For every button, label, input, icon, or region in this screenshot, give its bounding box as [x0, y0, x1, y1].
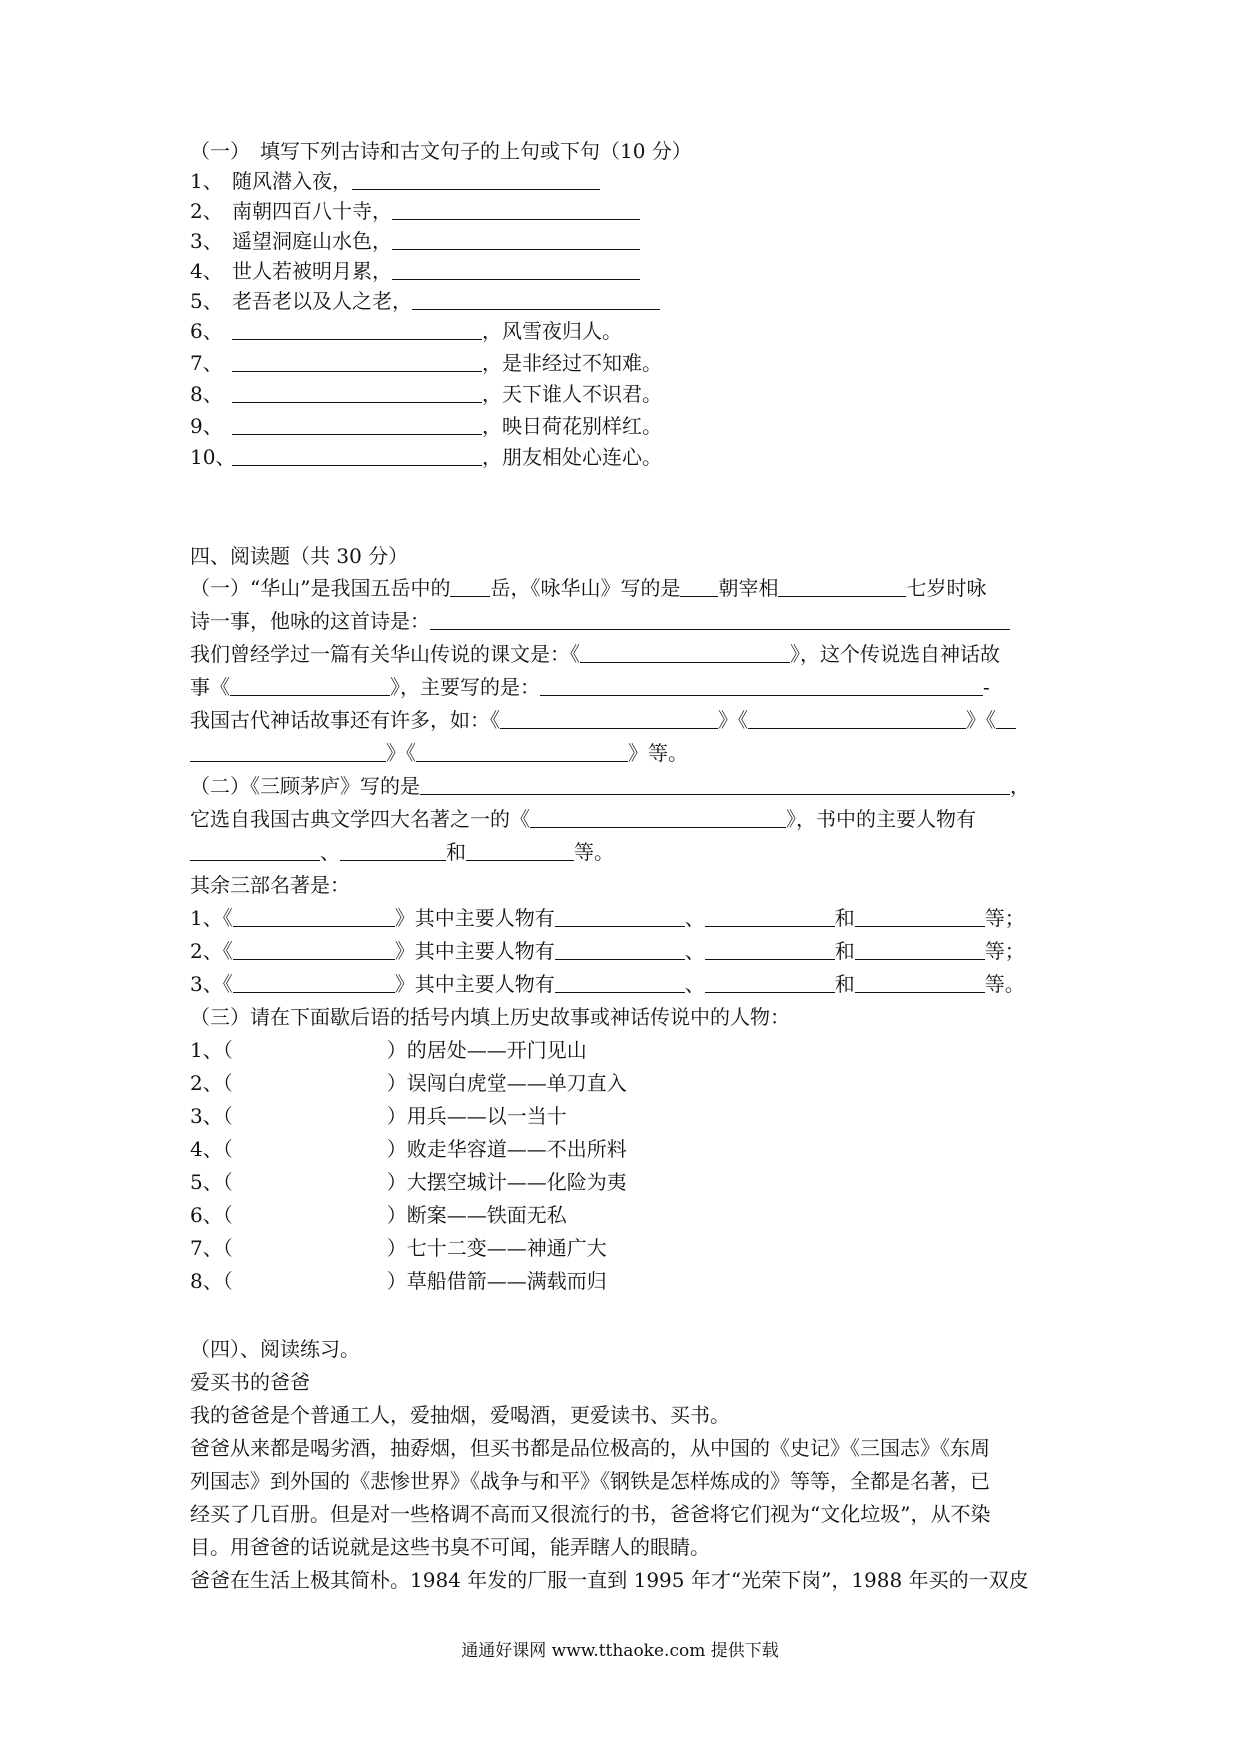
- item-number: 1、（: [190, 1038, 233, 1062]
- item-text: ）断案——铁面无私: [386, 1203, 567, 1227]
- text: 》，主要写的是：: [390, 675, 540, 699]
- fill-item-3: [190, 228, 640, 254]
- huashan-line-2: [190, 608, 1010, 634]
- item-text: ，天下谁人不识君。: [482, 382, 662, 406]
- xiehouyu-title: （三）请在下面歇后语的括号内填上历史故事或神话传说中的人物：: [190, 1005, 790, 1029]
- text: 》其中主要人物有: [394, 972, 555, 996]
- text: 岳，《咏华山》写的是: [490, 576, 681, 600]
- text: （二）《三顾茅庐》写的是: [190, 774, 420, 798]
- fill-item-1: [190, 168, 600, 194]
- story-line: 列国志》到外国的《悲惨世界》《战争与和平》《钢铁是怎样炼成的》等等，全都是名著，已: [190, 1469, 990, 1493]
- answer-blank[interactable]: [340, 840, 446, 861]
- text: 和: [446, 840, 466, 864]
- text: 我们曾经学过一篇有关华山传说的课文是：《: [190, 642, 580, 666]
- answer-blank[interactable]: [555, 972, 685, 993]
- item-text: ，朋友相处心连心。: [482, 445, 662, 469]
- text: 》《: [386, 741, 416, 765]
- item-number: 1、: [190, 169, 223, 193]
- item-text: 遥望洞庭山水色，: [232, 229, 392, 253]
- item-number: 6、（: [190, 1203, 233, 1227]
- text: 、: [320, 840, 340, 864]
- section4-title: 四、阅读题（共 30 分）: [190, 544, 409, 568]
- text: 》其中主要人物有: [394, 939, 555, 963]
- item-number: 5、: [190, 289, 223, 313]
- masterpiece-row-2: [190, 938, 1025, 964]
- answer-blank[interactable]: [555, 906, 685, 927]
- text: 1、《: [190, 906, 233, 930]
- item-text: ）草船借箭——满载而归: [386, 1269, 607, 1293]
- text: 》其中主要人物有: [394, 906, 555, 930]
- fill-item-6: [190, 318, 622, 344]
- huashan-line-6: [190, 740, 688, 766]
- item-number: 8、（: [190, 1269, 233, 1293]
- xiehouyu-item-2: [190, 1070, 627, 1096]
- answer-blank[interactable]: [233, 972, 395, 993]
- item-text: 世人若被明月累，: [232, 259, 392, 283]
- answer-blank[interactable]: [580, 642, 790, 663]
- xiehouyu-item-1: [190, 1037, 587, 1063]
- text: 它选自我国古典文学四大名著之一的《: [190, 807, 530, 831]
- xiehouyu-item-5: [190, 1169, 627, 1195]
- xiehouyu-item-4: [190, 1136, 627, 1162]
- masterpiece-row-1: [190, 905, 1025, 931]
- page-footer: 通通好课网 www.tthaoke.com 提供下载: [461, 1641, 779, 1661]
- item-text: ）用兵——以一当十: [386, 1104, 567, 1128]
- item-number: 9、: [190, 414, 223, 438]
- huashan-line-4: [190, 674, 990, 700]
- answer-blank[interactable]: [232, 382, 482, 403]
- xiehouyu-item-7: [190, 1235, 607, 1261]
- answer-blank[interactable]: [420, 774, 1010, 795]
- item-text: ）误闯白虎堂——单刀直入: [386, 1071, 627, 1095]
- item-number: 4、: [190, 259, 223, 283]
- text: 七岁时咏: [906, 576, 987, 600]
- huashan-line-1: [190, 575, 986, 601]
- answer-blank[interactable]: [778, 576, 906, 597]
- answer-blank[interactable]: [392, 259, 640, 280]
- answer-blank[interactable]: [232, 414, 482, 435]
- answer-blank[interactable]: [430, 609, 1010, 630]
- text: 、: [684, 939, 705, 963]
- text: 》等。: [628, 741, 688, 765]
- text: 等；: [984, 906, 1025, 930]
- story-title: 爱买书的爸爸: [190, 1370, 310, 1394]
- sanguo-line-4: 其余三部名著是：: [190, 873, 350, 897]
- item-number: 7、（: [190, 1236, 233, 1260]
- answer-blank[interactable]: [190, 840, 320, 861]
- text: （一）“华山”是我国五岳中的: [190, 576, 451, 600]
- answer-blank[interactable]: [500, 708, 718, 729]
- sanguo-line-2: [190, 806, 976, 832]
- answer-blank[interactable]: [555, 939, 685, 960]
- answer-blank[interactable]: [680, 576, 718, 597]
- item-number: 8、: [190, 382, 223, 406]
- text: ，: [1010, 774, 1030, 798]
- answer-blank[interactable]: [392, 229, 640, 250]
- answer-blank[interactable]: [705, 972, 835, 993]
- answer-blank[interactable]: [392, 199, 640, 220]
- story-line: 我的爸爸是个普通工人，爱抽烟，爱喝酒，更爱读书、买书。: [190, 1403, 730, 1427]
- text: 》《: [966, 708, 996, 732]
- text: 》，书中的主要人物有: [786, 807, 976, 831]
- text: 和: [834, 972, 855, 996]
- fill-item-2: [190, 198, 640, 224]
- sanguo-line-1: [190, 773, 1030, 799]
- text: 》《: [718, 708, 748, 732]
- item-text: ）的居处——开门见山: [386, 1038, 587, 1062]
- text: 朝宰相: [718, 576, 779, 600]
- item-number: 3、（: [190, 1104, 233, 1128]
- huashan-line-5: [190, 707, 1016, 733]
- answer-blank[interactable]: [855, 939, 985, 960]
- sanguo-line-3: [190, 839, 614, 865]
- section1-title: （一） 填写下列古诗和古文句子的上句或下句（10 分）: [190, 139, 692, 163]
- text: 诗一事，他咏的这首诗是：: [190, 609, 430, 633]
- answer-blank[interactable]: [996, 708, 1016, 729]
- answer-blank[interactable]: [233, 906, 395, 927]
- answer-blank[interactable]: [540, 675, 983, 696]
- item-number: 4、（: [190, 1137, 233, 1161]
- item-text: 随风潜入夜，: [232, 169, 352, 193]
- answer-blank[interactable]: [232, 319, 482, 340]
- answer-blank[interactable]: [855, 906, 985, 927]
- xiehouyu-item-6: [190, 1202, 567, 1228]
- xiehouyu-item-8: [190, 1268, 607, 1294]
- item-text: ）大摆空城计——化险为夷: [386, 1170, 627, 1194]
- text: 》，这个传说选自神话故: [790, 642, 1000, 666]
- text: 等；: [984, 939, 1025, 963]
- masterpiece-row-3: [190, 971, 1025, 997]
- answer-blank[interactable]: [232, 351, 482, 372]
- answer-blank[interactable]: [232, 445, 482, 466]
- item-number: 10、: [190, 445, 236, 469]
- text: -: [983, 675, 990, 699]
- story-line: 爸爸从来都是喝劣酒，抽孬烟，但买书都是品位极高的，从中国的《史记》《三国志》《东周: [190, 1436, 990, 1460]
- answer-blank[interactable]: [450, 576, 490, 597]
- item-number: 2、（: [190, 1071, 233, 1095]
- text: 3、《: [190, 972, 233, 996]
- answer-blank[interactable]: [530, 807, 786, 828]
- reading-practice-title: （四）、阅读练习。: [190, 1337, 360, 1361]
- item-text: 南朝四百八十寺，: [232, 199, 392, 223]
- answer-blank[interactable]: [466, 840, 574, 861]
- answer-blank[interactable]: [230, 675, 390, 696]
- answer-blank[interactable]: [855, 972, 985, 993]
- fill-item-8: [190, 381, 662, 407]
- fill-item-9: [190, 413, 662, 439]
- text: 、: [684, 972, 705, 996]
- huashan-line-3: [190, 641, 1000, 667]
- item-number: 5、（: [190, 1170, 233, 1194]
- text: 等。: [984, 972, 1025, 996]
- answer-blank[interactable]: [748, 708, 966, 729]
- answer-blank[interactable]: [705, 939, 835, 960]
- item-number: 2、: [190, 199, 223, 223]
- answer-blank[interactable]: [352, 169, 600, 190]
- answer-blank[interactable]: [233, 939, 395, 960]
- item-text: ，是非经过不知难。: [482, 351, 662, 375]
- story-line: 经买了几百册。但是对一些格调不高而又很流行的书，爸爸将它们视为“文化垃圾”，从不染: [190, 1502, 991, 1526]
- item-text: 老吾老以及人之老，: [232, 289, 412, 313]
- text: 和: [834, 939, 855, 963]
- item-number: 3、: [190, 229, 223, 253]
- fill-item-7: [190, 350, 662, 376]
- item-text: ，映日荷花别样红。: [482, 414, 662, 438]
- fill-item-4: [190, 258, 640, 284]
- answer-blank[interactable]: [416, 741, 628, 762]
- answer-blank[interactable]: [705, 906, 835, 927]
- answer-blank[interactable]: [412, 289, 660, 310]
- story-line: 爸爸在生活上极其简朴。1984 年发的厂服一直到 1995 年才“光荣下岗”，1988 年买的一双皮: [190, 1568, 1029, 1592]
- text: 等。: [574, 840, 614, 864]
- text: 和: [834, 906, 855, 930]
- item-text: ）败走华容道——不出所料: [386, 1137, 627, 1161]
- text: 、: [684, 906, 705, 930]
- xiehouyu-item-3: [190, 1103, 567, 1129]
- item-number: 6、: [190, 319, 223, 343]
- item-text: ）七十二变——神通广大: [386, 1236, 607, 1260]
- item-number: 7、: [190, 351, 223, 375]
- text: 2、《: [190, 939, 233, 963]
- text: 我国古代神话故事还有许多，如：《: [190, 708, 500, 732]
- item-text: ，风雪夜归人。: [482, 319, 622, 343]
- text: 事《: [190, 675, 230, 699]
- answer-blank[interactable]: [190, 741, 386, 762]
- fill-item-10: [190, 444, 662, 470]
- story-line: 目。用爸爸的话说就是这些书臭不可闻，能弄瞎人的眼睛。: [190, 1535, 710, 1559]
- fill-item-5: [190, 288, 660, 314]
